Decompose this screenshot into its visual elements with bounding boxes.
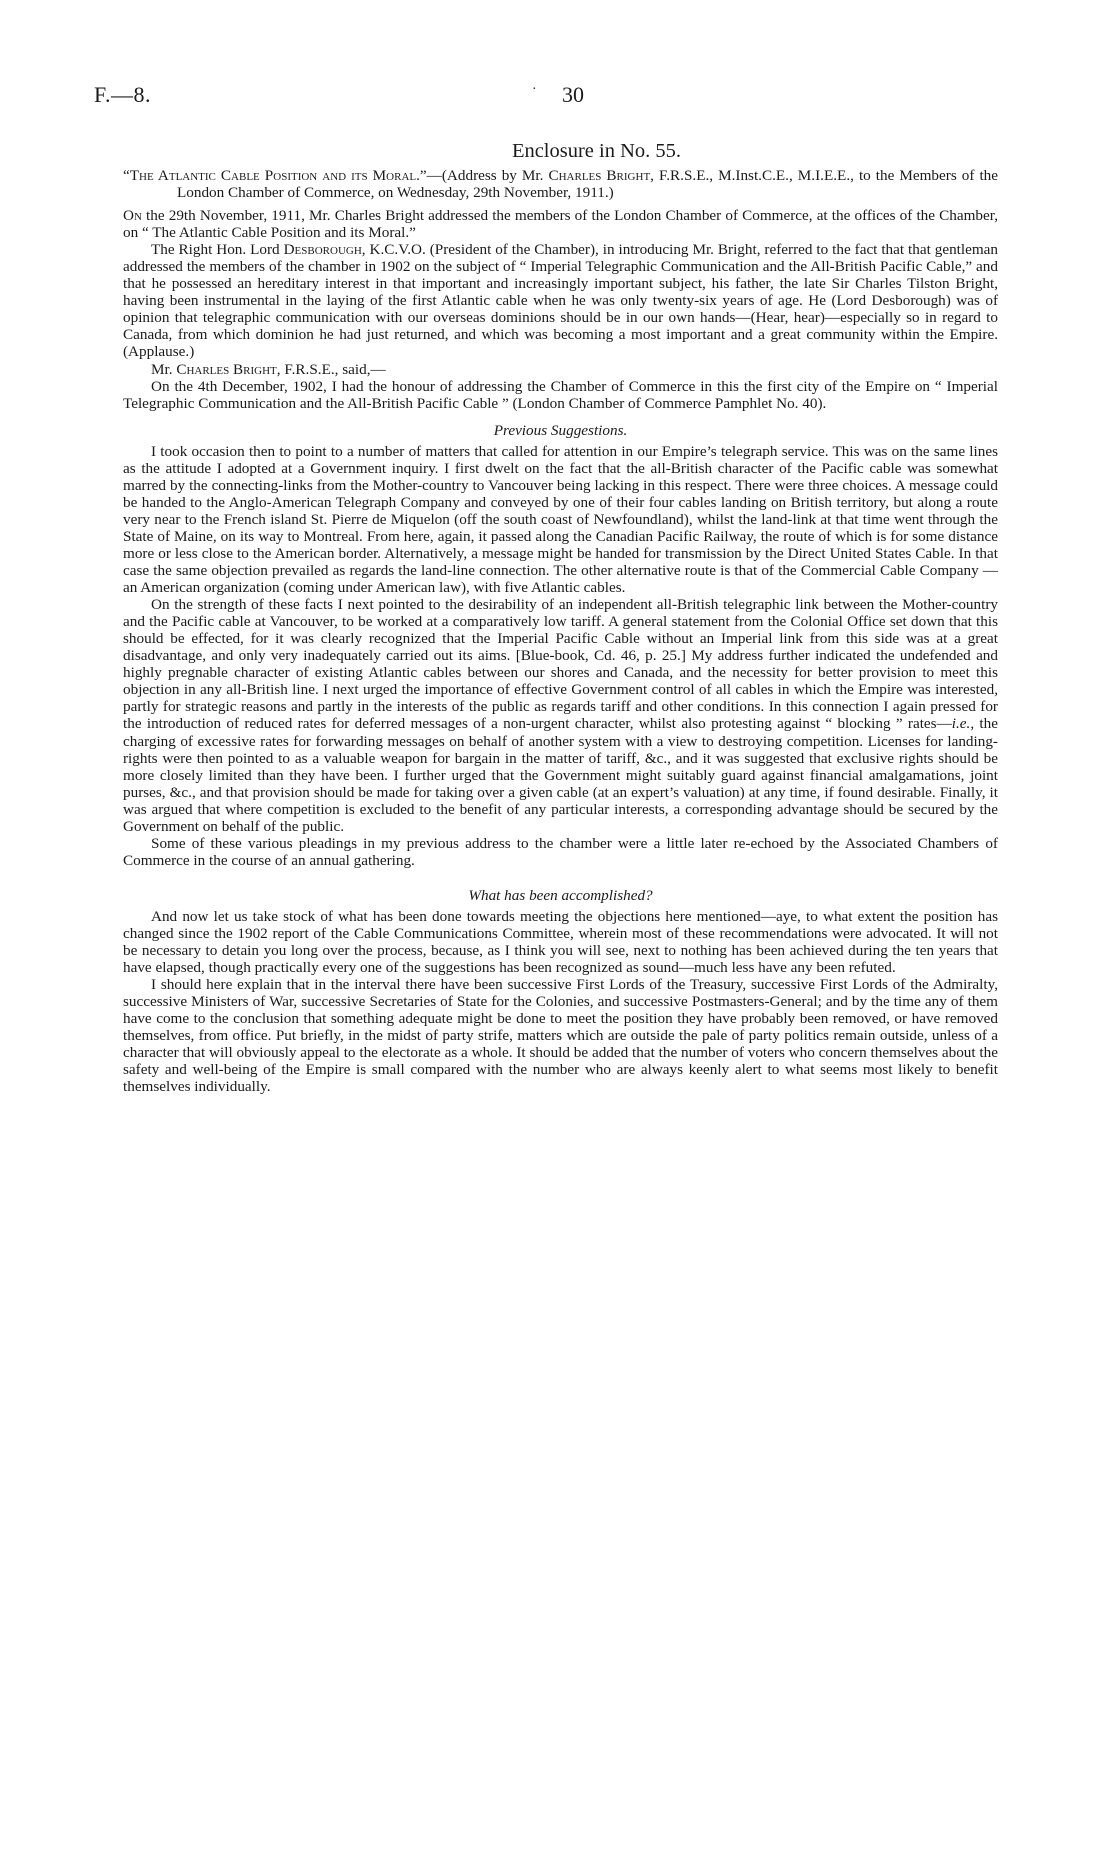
intro-paragraph-1	[123, 207, 998, 241]
document-reference: F.—8.	[94, 82, 151, 107]
caption-rest: , F.R.S.E., M.Inst.C.E., M.I.E.E., to the Members of the London Chamber of Commerce, on Wednesday, 29th November, 1911.)	[177, 167, 998, 202]
caption-title: The Atlantic Cable Position and its Moral.	[129, 167, 420, 184]
section2-paragraph-2: I should here explain that in the interval there have been successive First Lords of the Treasury, successive First Lords of the Admiralty, successive Ministers of War, successive Secretaries of State for the Colonies, and successive Postmasters-General; and by the time any of them have come to the conclusion that something adequate might be done to meet the position they have probably been removed, or have removed themselves, from office. Put briefly, in the midst of party strife, matters which are outside the pale of party politics remain outside, unless of a character that will obviously appeal to the electorate as a whole. It should be added that the number of voters who concern themselves about the safety and well-being of the Empire is small compared with the number who are always keenly alert to what seems most likely to benefit themselves individually.	[123, 976, 998, 1096]
section1-p2-b: , the charging of excessive rates for forwarding messages on behalf of another system with a view to destroying competition. Licenses for landing-rights were then pointed to as a valuable weapon for bargain in the matter of tariff, &c., and it was suggested that exclusive rights should be more closely limited than they have been. I further urged that the Government might suitably guard against financial amalgamations, joint purses, &c., and that provision should be made for taking over a given cable (at an expert’s valuation) at any time, if found desirable. Finally, it was argued that where competition is excluded to the benefit of any particular interests, a corresponding advantage should be secured by the Government on behalf of the public.	[123, 715, 998, 835]
speaker-b: , F.R.S.E., said,—	[276, 360, 386, 378]
address-caption	[123, 167, 998, 201]
speaker-line	[123, 361, 998, 378]
intro-paragraph-2	[123, 241, 998, 360]
speaker-name: Charles Bright	[176, 360, 277, 378]
page-number: 30	[562, 82, 584, 107]
section1-paragraph-2	[123, 596, 998, 835]
section-heading-accomplished: What has been accomplished?	[468, 886, 653, 904]
caption-after-title: ”—(Address by Mr.	[419, 167, 549, 184]
article-body	[123, 139, 998, 1095]
intro-paragraph-1-text: the 29th November, 1911, Mr. Charles Bright addressed the members of the London Chamber of Commerce, at the offices of the Chamber, on “ The Atlantic Cable Position and its Moral.”	[123, 207, 998, 242]
print-mark: ·	[532, 82, 537, 97]
section1-p2-a: On the strength of these facts I next pointed to the desirability of an independent all-British telegraphic link between the Mother-country and the Pacific cable at Vancouver, to be worked at a comparatively low tariff. A general statement from the Colonial Office set down that this should be effected, for it was clearly recognized that the Imperial Pacific Cable without an Imperial link from this side was at a great disadvantage, and only very inadequately carried out its aims. [Blue-book, Cd. 46, p. 25.] My address further indicated the undefended and highly pregnable character of existing Atlantic cables between our shores and Canada, and the necessity for better provision to meet this objection in any all-British line. I next urged the importance of effective Government control of all cables in which the Empire was interested, partly for strategic reasons and partly in the interests of the public as regards tariff and other conditions. In this connection I again pressed for the introduction of reduced rates for deferred messages of a non-urgent character, whilst also protesting against “ blocking ” rates—	[123, 596, 998, 733]
intro-lead-word: On	[123, 207, 142, 225]
section1-p2-ie: i.e.	[951, 715, 971, 733]
section1-paragraph-1: I took occasion then to point to a number of matters that called for attention in our Empire’s telegraph service. This was on the same lines as the attitude I adopted at a Government inquiry. I first dwelt on the fact that the all-British character of the Pacific cable was somewhat marred by the connecting-links from the Mother-country to Vancouver being lacking in this respect. There were three choices. A message could be handed to the Anglo-American Telegraph Company and conveyed by one of their four cables landing on British territory, but along a route very near to the French island St. Pierre de Miquelon (off the south coast of Newfoundland), whilst the land-link at that time went through the State of Maine, on its way to Montreal. From here, again, it passed along the Canadian Pacific Railway, the route of which is for some distance more or less close to the American border. Alternatively, a message might be handed for transmission by the Direct United States Cable. In that case the same objection prevailed as regards the land-line connection. The other alternative route is that of the Commercial Cable Company — an American organization (coming under American law), with five Atlantic cables.	[123, 442, 998, 597]
caption-open-quote: “	[123, 167, 130, 184]
intro-paragraph-3: On the 4th December, 1902, I had the honour of addressing the Chamber of Commerce in this the first city of the Empire on “ Imperial Telegraphic Communication and the All-British Pacific Cable ” (London Chamber of Commerce Pamphlet No. 40).	[123, 377, 998, 412]
intro-p2-b: , K.C.V.O. (President of the Chamber), in introducing Mr. Bright, referred to the fact that that gentleman addressed the members of the chamber in 1902 on the subject of “ Imperial Telegraphic Communication and the All-British Pacific Cable,” and that he possessed an hereditary interest in that important and increasingly important subject, his father, the late Sir Charles Tilston Bright, having been instrumental in the laying of the first Atlantic cable when he was only twenty-six years of age. He (Lord Desborough) was of opinion that telegraphic communication with our overseas dominions should be in our own hands—(Hear, hear)—especially so in regard to Canada, from which dominion he had just returned, and which was becoming a most important and a great community within the Empire. (Applause.)	[123, 241, 999, 361]
intro-p2-a: The Right Hon. Lord	[151, 241, 284, 259]
intro-p2-name: Desborough	[283, 241, 362, 259]
caption-speaker-name: Charles Bright	[548, 167, 651, 184]
section1-paragraph-3: Some of these various pleadings in my previous address to the chamber were a little later re-echoed by the Associated Chambers of Commerce in the course of an annual gathering.	[123, 834, 998, 869]
section-heading-previous-suggestions: Previous Suggestions.	[493, 421, 628, 439]
section2-paragraph-1: And now let us take stock of what has been done towards meeting the objections here mentioned—aye, to what extent the position has changed since the 1902 report of the Cable Communications Committee, wherein most of these recommendations were advocated. It will not be necessary to detain you long over the process, because, as I think you will see, next to nothing has been achieved during the ten years that have elapsed, though practically every one of the suggestions has been recognized as sound—much less have any been refuted.	[123, 907, 998, 977]
page-header	[94, 82, 1020, 112]
speaker-a: Mr.	[151, 360, 177, 378]
enclosure-title: Enclosure in No. 55.	[511, 140, 682, 162]
